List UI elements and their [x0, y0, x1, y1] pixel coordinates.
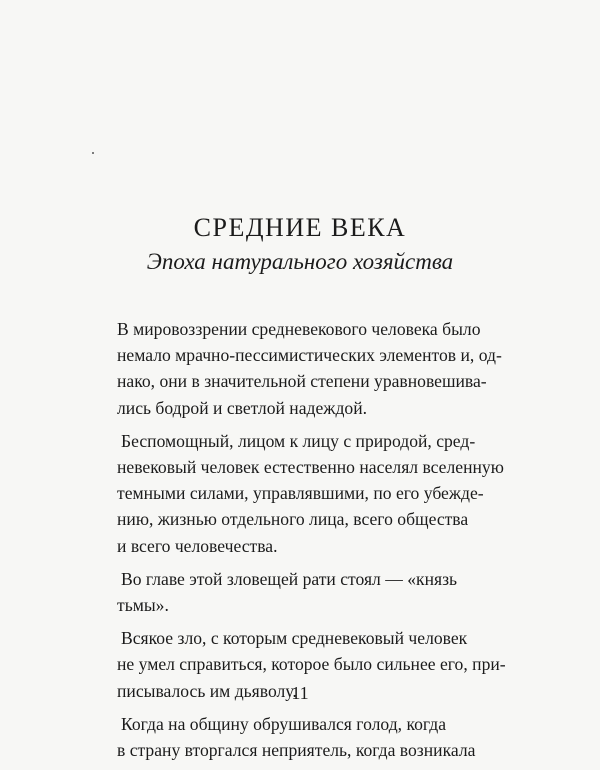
text-line: темными силами, управлявшими, по его убежде-	[117, 483, 484, 504]
text-line: и всего человечества.	[117, 535, 278, 556]
paragraph-1	[117, 316, 502, 421]
print-speck	[92, 152, 94, 154]
paragraph-3	[117, 566, 488, 618]
text-line: Когда на общину обрушивался голод, когда	[121, 713, 447, 734]
text-line: немало мрачно-пессимистических элементов и, од-	[117, 345, 502, 366]
text-line: Беспомощный, лицом к лицу с природой, сред-	[121, 430, 476, 451]
text-line: Всякое зло, с которым средневековый человек	[121, 628, 468, 649]
text-line: нию, жизнью отдельного лица, всего общества	[117, 509, 469, 530]
text-line: писывалось им дьяволу.	[117, 680, 297, 701]
text-line: лись бодрой и светлой надеждой.	[117, 397, 368, 418]
paragraph-5	[117, 711, 488, 763]
chapter-subtitle: Эпоха натурального хозяйства	[146, 249, 454, 274]
chapter-title: СРЕДНИЕ ВЕКА	[193, 213, 407, 242]
text-line: Во главе этой зловещей рати стоял — «князь	[121, 568, 458, 589]
text-line: В мировоззрении средневекового человека было	[117, 319, 481, 339]
text-line: невековый человек естественно населял вселенную	[117, 457, 504, 478]
page-number: 11	[291, 683, 309, 703]
text-line: тьмы».	[117, 595, 169, 616]
paragraph-2	[117, 428, 504, 559]
text-line: нако, они в значительной степени уравновешива-	[117, 371, 487, 392]
text-line: в страну вторгался неприятель, когда возникала	[117, 740, 476, 761]
text-line: не умел справиться, которое было сильнее его, при-	[117, 654, 506, 675]
